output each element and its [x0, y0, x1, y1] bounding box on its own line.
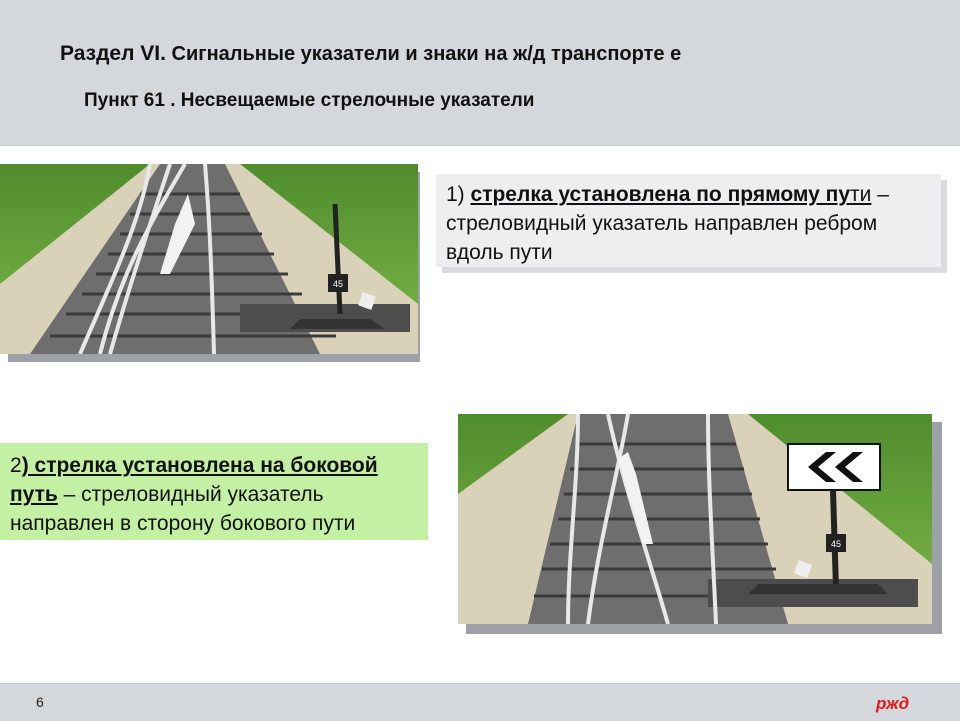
photo-straight-route — [0, 164, 418, 354]
section-label: Раздел VI. — [60, 42, 166, 65]
slide-header — [0, 0, 960, 146]
caption1-heading: стрелка установлена по прямому пу — [470, 183, 851, 206]
caption1-body: – стреловидный указатель направлен ребром вдоль пути — [446, 183, 889, 264]
section-title: Сигнальные указатели и знаки на ж/д транспорте е — [165, 43, 682, 65]
rzd-logo-icon — [874, 692, 926, 714]
caption2-body: – стреловидный указатель направлен в сторону бокового пути — [10, 483, 356, 535]
switch-diverging-illustration — [458, 414, 932, 624]
caption2-heading: ) стрелка установлена на боковой путь — [10, 454, 378, 506]
slide-footer — [0, 683, 960, 721]
page-number: 6 — [36, 694, 44, 710]
caption1-prefix: 1) — [446, 183, 471, 206]
switch-number-plate-2: 45 — [830, 539, 842, 549]
caption-straight — [436, 174, 941, 267]
switch-number-plate: 45 — [332, 279, 344, 289]
photo-diverging-route — [458, 414, 932, 624]
caption-diverging — [0, 443, 428, 540]
caption1-heading-end: ти — [850, 183, 872, 206]
rzd-logo — [874, 692, 926, 719]
slide-title — [60, 42, 681, 66]
switch-straight-illustration — [0, 164, 418, 354]
svg-text:ржд: ржд — [876, 694, 910, 713]
caption2-prefix: 2 — [10, 454, 22, 477]
slide-subtitle: Пункт 61 . Несвещаемые стрелочные указатели — [84, 90, 535, 111]
